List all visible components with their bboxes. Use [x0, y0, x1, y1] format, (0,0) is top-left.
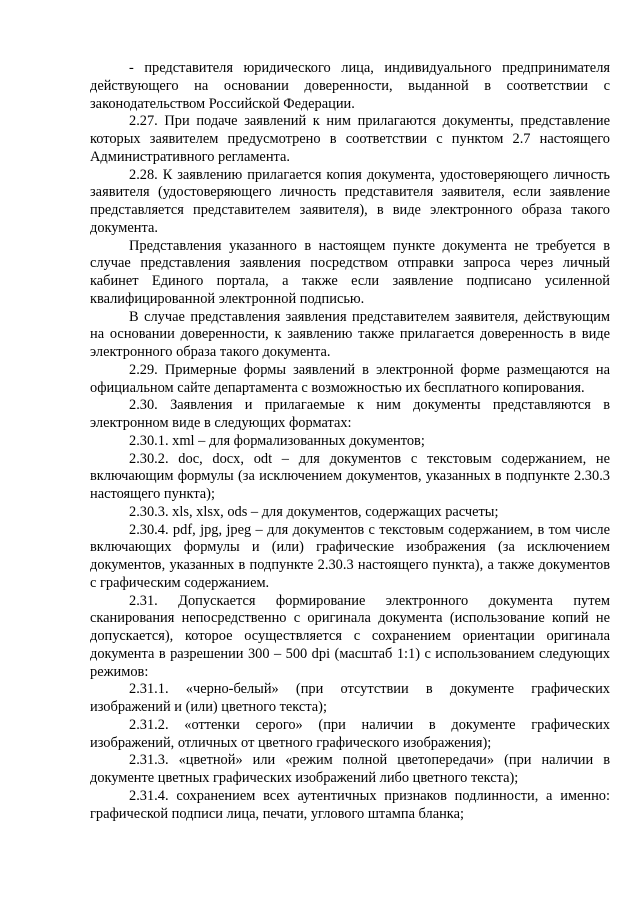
paragraph-representative-of-legal-entity: - представителя юридического лица, индивидуального предпринимателя действующего на основании доверенности, выданной в соответствии с законодательством Российской Федерации.: [90, 60, 610, 112]
paragraph-2-30: 2.30. Заявления и прилагаемые к ним документы представляются в электронном виде в следующих форматах:: [90, 397, 610, 431]
document-page: [90, 60, 610, 823]
paragraph-2-30-2: 2.30.2. doc, docx, odt – для документов с текстовым содержанием, не включающим формулы (за исключением документов, указанных в подпункте 2.30.3 настоящего пункта);: [90, 450, 610, 502]
paragraph-2-30-3: 2.30.3. xls, xlsx, ods – для документов, содержащих расчеты;: [129, 503, 499, 520]
paragraph-2-28-power-of-attorney: В случае представления заявления представителем заявителя, действующим на основании доверенности, к заявлению также прилагается доверенность в виде электронного образа такого документа.: [90, 308, 610, 360]
paragraph-2-27: 2.27. При подаче заявлений к ним прилагаются документы, представление которых заявителем предусмотрено в соответствии с пунктом 2.7 настоящего Административного регламента.: [90, 113, 610, 165]
paragraph-2-28-exception: Представления указанного в настоящем пункте документа не требуется в случае представления заявления посредством отправки запроса через личный кабинет Единого портала, а также если заявление подписано усиленной квалифицированной электронной подписью.: [90, 237, 610, 307]
paragraph-2-31: 2.31. Допускается формирование электронного документа путем сканирования непосредственно с оригинала документа (использование копий не допускается), которое осуществляется с сохранением ориентации оригинала документа в разрешении 300 – 500 dpi (масштаб 1:1) с использованием следующих режимов:: [90, 592, 610, 680]
paragraph-2-30-1: 2.30.1. xml – для формализованных документов;: [129, 432, 425, 449]
paragraph-2-30-4: 2.30.4. pdf, jpg, jpeg – для документов с текстовым содержанием, в том числе включающих формулы и (или) графические изображения (за исключением документов, указанных в подпункте 2.30.3 настоящего пункта), а также документов с графическим содержанием.: [90, 521, 610, 591]
paragraph-2-31-3: 2.31.3. «цветной» или «режим полной цветопередачи» (при наличии в документе цветных графических изображений либо цветного текста);: [90, 752, 610, 786]
paragraph-2-29: 2.29. Примерные формы заявлений в электронной форме размещаются на официальном сайте департамента с возможностью их бесплатного копирования.: [90, 361, 610, 396]
paragraph-2-31-4: 2.31.4. сохранением всех аутентичных признаков подлинности, а именно: графической подписи лица, печати, углового штампа бланка;: [90, 787, 610, 822]
paragraph-2-28: 2.28. К заявлению прилагается копия документа, удостоверяющего личность заявителя (удостоверяющего личность представителя заявителя, если заявление представляется представителем заявителя), в виде электронного образа такого документа.: [90, 166, 610, 236]
paragraph-2-31-1: 2.31.1. «черно-белый» (при отсутствии в документе графических изображений и (или) цветного текста);: [90, 681, 610, 715]
paragraph-2-31-2: 2.31.2. «оттенки серого» (при наличии в документе графических изображений, отличных от цветного графического изображения);: [90, 716, 610, 751]
